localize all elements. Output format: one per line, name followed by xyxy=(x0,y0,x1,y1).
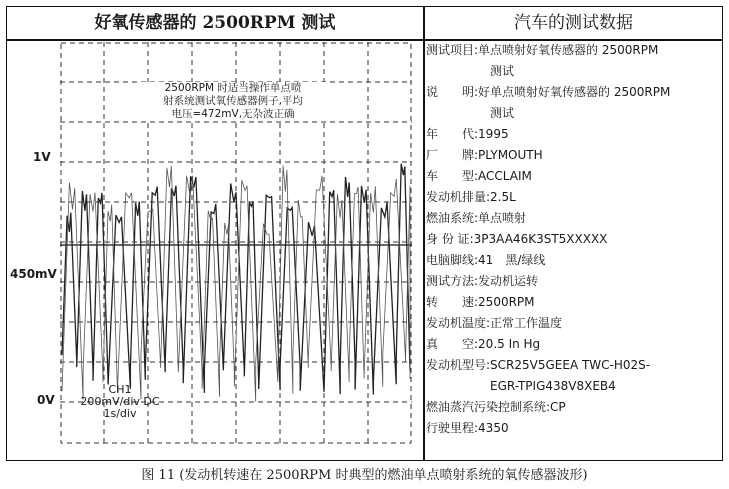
info-row: 车 型:ACCLAIM xyxy=(426,169,532,183)
scope-note xyxy=(138,82,328,121)
volts-per-div: 200mV/div DC xyxy=(80,395,160,408)
info-row: 燃油系统:单点喷射 xyxy=(426,211,527,225)
info-row: 发动机型号:SCR25V5GEEA TWC-H02S- xyxy=(426,358,651,372)
info-row: 燃油蒸汽污染控制系统:CP xyxy=(426,400,566,414)
info-row: 厂 牌:PLYMOUTH xyxy=(426,148,543,162)
info-row: 测试 xyxy=(490,106,515,120)
info-row: 身 份 证:3P3AA46K3ST5XXXXX xyxy=(426,232,608,246)
data-title: 汽车的测试数据 xyxy=(514,13,633,33)
info-row: 电脑脚线:41 黑/绿线 xyxy=(426,253,546,267)
info-row: 行驶里程:4350 xyxy=(426,421,509,435)
info-row: 测试方法:发动机运转 xyxy=(426,274,539,288)
info-row: 测试项目:单点喷射好氧传感器的 2500RPM xyxy=(426,43,659,57)
label-450mv: 450mV xyxy=(10,267,57,281)
figure-caption: 图 11 (发动机转速在 2500RPM 时典型的燃油单点喷射系统的氧传感器波形) xyxy=(141,468,588,483)
note-line: 电压=472mV,无杂波正确 xyxy=(171,108,295,120)
info-row: 年 代:1995 xyxy=(426,127,509,141)
info-row: 说 明:好单点喷射好氧传感器的 2500RPM xyxy=(426,85,671,99)
info-row: EGR-TPIG438V8XEB4 xyxy=(490,379,616,393)
column-divider xyxy=(423,7,425,460)
note-line: 射系统测试氧传感器例子,平均 xyxy=(163,95,303,107)
info-row: 测试 xyxy=(490,64,515,78)
channel-settings xyxy=(72,384,168,420)
oscilloscope-screen xyxy=(60,42,412,444)
label-1v: 1V xyxy=(33,150,51,164)
note-line: 2500RPM 时适当操作单点喷 xyxy=(164,82,302,94)
test-data-list xyxy=(426,40,716,439)
info-row: 转 速:2500RPM xyxy=(426,295,535,309)
time-per-div: 1s/div xyxy=(103,407,137,420)
scope-title: 好氧传感器的 2500RPM 测试 xyxy=(94,13,336,33)
info-row: 发动机温度:正常工作温度 xyxy=(426,316,563,330)
info-row: 发动机排量:2.5L xyxy=(426,190,516,204)
info-row: 真 空:20.5 In Hg xyxy=(426,337,541,351)
channel-name: CH1 xyxy=(108,383,132,396)
label-0v: 0V xyxy=(37,393,55,407)
